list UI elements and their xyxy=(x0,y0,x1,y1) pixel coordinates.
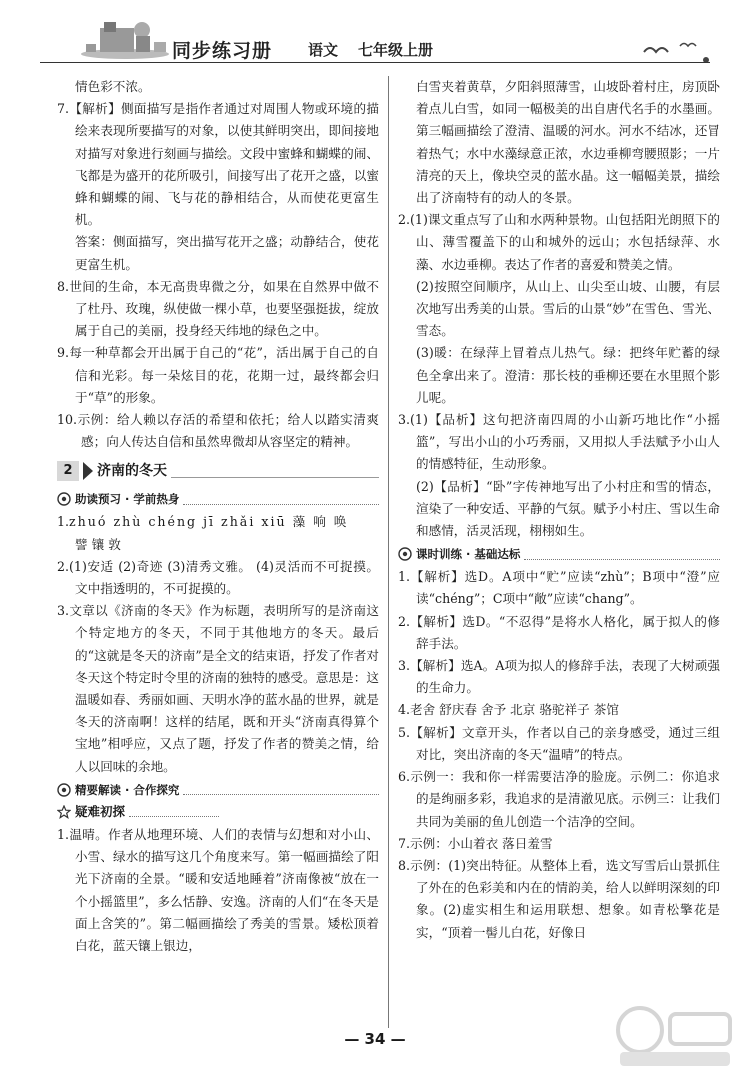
section-banner xyxy=(57,780,379,800)
analysis-item-3b: (2)【品析】“卧”字传神地写出了小村庄和雪的情态，渲染了一种安适、平静的气氛。赋予小村庄、雪以生命和感情，活灵活现，栩栩如生。 xyxy=(416,478,720,539)
preview-item-3: 3.文章以《济南的冬天》作为标题，表明所写的是济南这个特定地方的冬天，不同于其他地方的冬天。最后的“这就是冬天的济南”是全文的结束语，抒发了作者对冬天这个特定时令里的济南的独特的感受。意思是：这温暖如春、秀丽如画、天明水净的蓝水晶的世界，就是冬天的济南啊！这样的结尾，既和开头“济南真得算个宝地”相呼应，又点了题，抒发了作者的赞美之情，给人以回味的余地。 xyxy=(57,603,379,774)
header-rule xyxy=(40,62,710,63)
answer-item-7-answer: 答案：侧面描写，突出描写花开之盛；动静结合，使花更富生机。 xyxy=(75,234,379,272)
book-logo-icon xyxy=(80,14,170,60)
flower-icon xyxy=(57,783,71,797)
exercise-item-3: 3.【解析】选A。A项为拟人的修辞手法，表现了大树顽强的生命力。 xyxy=(398,658,720,696)
right-column xyxy=(398,76,720,944)
section-banner xyxy=(57,489,379,509)
column-divider xyxy=(388,76,389,1028)
exercise-item-5: 5.【解析】文章开头，作者以自己的亲身感受，通过三组对比，突出济南的冬天“温晴”的特点。 xyxy=(398,724,720,762)
banner-label: 课时训练 · 基础达标 xyxy=(416,547,521,562)
star-icon xyxy=(57,805,71,819)
sub-banner-label: 疑难初探 xyxy=(75,803,126,819)
answer-item-10: 10.示例：给人赖以存活的希望和依托；给人以踏实清爽感；向人传达自信和虽然卑微却从容坚定的精神。 xyxy=(57,412,379,450)
exercise-item-1: 1.【解析】选D。A项中“贮”应读“zhù”；B项中“澄”应读“chéng”；C项中“敞”应读“chang”。 xyxy=(398,569,720,607)
exercise-item-4: 4.老舍 舒庆春 舍予 北京 骆驼祥子 茶馆 xyxy=(398,702,619,718)
answer-item-7: 7.【解析】侧面描写是指作者通过对周围人物或环境的描绘来表现所要描写的对象，以使其鲜明突出，即间接地对描写对象进行刻画与描绘。文段中蜜蜂和蝴蝶的闹、飞都是为盛开的花所吸引，间接写出了花开之盛，以蜜蜂和蝴蝶的闹、飞与花的静相结合，从而使花更富生机。 xyxy=(57,101,379,228)
arrow-icon xyxy=(83,462,93,480)
analysis-item-2b: (2)按照空间顺序，从山上、山尖至山坡、山腰，有层次地写出秀美的山景。雪后的山景“妙”在雪色、雪光、雪态。 xyxy=(416,278,720,339)
lesson-name: 济南的冬天 xyxy=(97,463,167,480)
pinyin-line: zhuó zhù chéng jī zhǎi xiū 藻 响 唤 xyxy=(69,514,349,530)
banner-label: 精要解读 · 合作探究 xyxy=(75,782,180,797)
subject-label: 语文 xyxy=(308,41,339,59)
answer-item-8: 8.世间的生命，本无高贵卑微之分，如果在自然界中做不了杜丹、玫瑰，纵使做一棵小草，也要坚强挺拔，绽放属于自己的美丽，投身经天纬地的绿色之中。 xyxy=(57,278,379,339)
flower-icon xyxy=(57,492,71,506)
page-header xyxy=(40,12,710,72)
analysis-item-3: 3.(1)【品析】这句把济南四周的小山新巧地比作“小摇篮”，写出小山的小巧秀丽，又用拟人手法赋予小山人的情感特征，生动形象。 xyxy=(398,412,720,472)
answer-text: 情色彩不浓。 xyxy=(75,79,151,94)
birds-icon xyxy=(640,38,710,64)
book-title: 同步练习册 xyxy=(172,40,273,62)
exercise-item-7: 7.示例：小山着衣 落日羞雪 xyxy=(398,835,553,851)
watermark-logo-icon xyxy=(600,1000,750,1071)
flower-icon xyxy=(398,547,412,561)
lesson-number: 2 xyxy=(57,461,79,481)
analysis-item-2c: (3)暖：在绿萍上冒着点儿热气。绿：把终年贮蓄的绿色全拿出来了。澄清：那长枝的垂柳还要在水里照个影儿呢。 xyxy=(416,345,720,405)
section-banner xyxy=(398,544,720,564)
preview-item-1: 1.zhuó zhù chéng jī zhǎi xiū 藻 响 唤 xyxy=(57,514,349,530)
sub-section-banner xyxy=(57,802,379,822)
banner-label: 助读预习 · 学前热身 xyxy=(75,492,180,507)
preview-item-1-line2: 譬 镶 敦 xyxy=(75,536,121,552)
analysis-item-2: 2.(1)课文重点写了山和水两种景物。山包括阳光朗照下的山、薄雪覆盖下的山和城外的远山；水包括绿萍、水藻、水边垂柳。表达了作者的喜爱和赞美之情。 xyxy=(398,212,720,272)
analysis-item-1-cont: 白雪夹着黄草，夕阳斜照薄雪，山坡卧着村庄，房顶卧着点儿白雪，如同一幅极美的出自唐代名手的水墨画。第三幅画描绘了澄清、温暖的河水。河水不结冰，还冒着热气；水中水藻绿意正浓，水边垂柳弯腰照影；一片清亮的天上，像块空灵的蓝水晶。这一幅幅美景，描绘出了济南特有的动人的冬景。 xyxy=(416,79,720,206)
exercise-item-2: 2.【解析】选D。“不忍得”是将水人格化，属于拟人的修辞手法。 xyxy=(398,613,720,651)
preview-item-2: 2.(1)安适 (2)奇迹 (3)清秀文雅。 (4)灵活而不可捉摸。文中指透明的，不可捉摸的。 xyxy=(57,558,379,597)
grade-label: 七年级上册 xyxy=(358,41,434,59)
analysis-item-1: 1.温晴。作者从地理环境、人们的表情与幻想和对小山、小雪、绿水的描写这几个角度来写。第一幅画描绘了阳光下济南的全景。“暖和安适地睡着”济南像被“放在一个小摇篮里”，多么恬静、安逸。济南的人们“在冬天是面上含笑的”。第二幅画描绘了秀美的雪景。矮松顶着白花，蓝天镶上银边， xyxy=(57,826,379,953)
answer-item-9: 9.每一种草都会开出属于自己的“花”，活出属于自己的自信和光彩。每一朵炫目的花，花期一过，最终都会归于“草”的形象。 xyxy=(57,345,379,405)
exercise-item-8: 8.示例：(1)突出特征。从整体上看，选文写雪后山景抓住了外在的色彩美和内在的情韵美，给人以鲜明深刻的印象。(2)虚实相生和运用联想、想象。如青松擎花是实，“顶着一髻儿白花，好像日 xyxy=(398,857,720,940)
lesson-title xyxy=(57,459,379,483)
left-column xyxy=(57,76,379,957)
page-number: — 34 — xyxy=(344,1030,406,1048)
exercise-item-6: 6.示例一：我和你一样需要洁净的脸庞。示例二：你追求的是绚丽多彩，我追求的是清澈见底。示例三：让我们共同为美丽的鱼儿创造一个洁净的空间。 xyxy=(398,769,720,829)
